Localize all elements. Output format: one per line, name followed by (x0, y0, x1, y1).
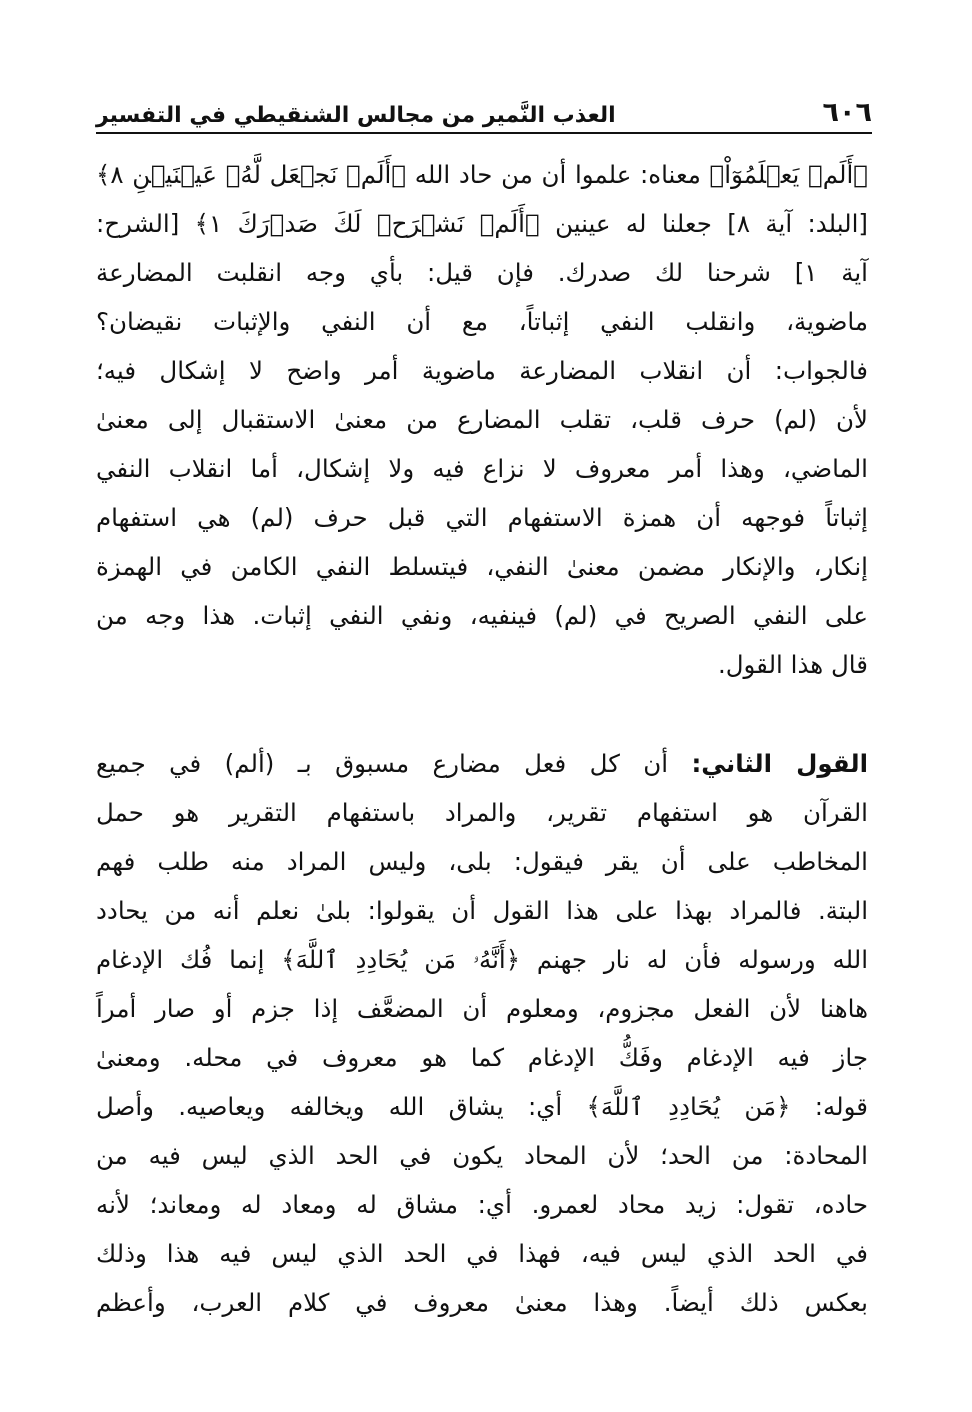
text-line: الماضي، وهذا أمر معروف لا نزاع فيه ولا إشكال، أما انقلاب النفي (96, 454, 868, 483)
running-title: العذب النَّمير من مجالس الشنقيطي في التفسير (96, 103, 616, 128)
text-line: آية ١] شرحنا لك صدرك. فإن قيل: بأي وجه انقلبت المضارعة (96, 258, 868, 287)
paragraph-1 (96, 150, 868, 689)
text-line: قال هذا القول. (717, 650, 868, 679)
text-line: بعكس ذلك أيضاً. وهذا معنىٰ معروف في كلام العرب، وأعظم (96, 1288, 868, 1317)
text-line: المخاطب على أن يقر فيقول: بلى، وليس المراد منه طلب فهم (96, 847, 868, 876)
text-line: هاهنا لأن الفعل مجزوم، ومعلوم أن المضعَّف إذا جزم أو صار أمراً (96, 994, 868, 1023)
text-line: [البلد: آية ٨] جعلنا له عينين ﴿أَلَمۡ نَشۡرَحۡ لَكَ صَدۡرَكَ ١﴾ [الشرح: (96, 209, 868, 238)
text-line: فالجواب: أن انقلاب المضارعة ماضوية أمر واضح لا إشكال فيه؛ (96, 356, 868, 385)
paragraph-2 (96, 739, 868, 1327)
first-line-text: أن كل فعل مضارع مسبوق بـ (ألم) في جميع (96, 749, 692, 778)
page-number: ٦٠٦ (822, 97, 872, 128)
text-line: البتة. فالمراد بهذا على هذا القول أن يقولوا: بلىٰ نعلم أنه من يحادد (96, 896, 868, 925)
text-line: ماضوية، وانقلب النفي إثباتاً، مع أن النفي والإثبات نقيضان؟ (96, 307, 868, 336)
text-line: إنكار، والإنكار مضمن معنىٰ النفي، فيتسلط النفي الكامن في الهمزة (96, 552, 868, 581)
text-line: على النفي الصريح في (لم) فينفيه، ونفي النفي إثبات. هذا وجه من (96, 601, 868, 630)
text-line: المحادة: من الحد؛ لأن المحاد يكون في الحد الذي ليس فيه من (96, 1141, 868, 1170)
paragraph-lead: القول الثاني: (691, 749, 868, 778)
text-line: جاز فيه الإدغام وفَكُّ الإدغام كما هو معروف في محله. ومعنىٰ (96, 1043, 868, 1072)
text-line: في الحد الذي ليس فيه، فهذا في الحد الذي ليس فيه هذا وذلك (96, 1239, 868, 1268)
page-header (96, 88, 872, 134)
text-line-first (96, 739, 868, 788)
text-line: حاده، تقول: زيد محاد لعمرو. أي: مشاق له ومعاد له ومعاند؛ لأنه (96, 1190, 868, 1219)
text-line: لأن (لم) حرف قلب، تقلب المضارع من معنىٰ الاستقبال إلى معنىٰ (96, 405, 868, 434)
text-line: الله ورسوله فأن له نار جهنم ﴿أَنَّهُۥ مَن يُحَادِدِ ٱللَّهَ﴾ إنما فُك الإدغام (96, 945, 868, 974)
body-text (96, 150, 868, 1327)
text-line: القرآن هو استفهام تقرير، والمراد باستفهام التقرير هو حمل (96, 798, 868, 827)
text-line: ﴿أَلَمۡ يَعۡلَمُوٓاْ﴾ معناه: علموا أن من حاد الله ﴿أَلَمۡ نَجۡعَل لَّهُۥ عَيۡنَيۡنِ ٨﴾ (96, 160, 868, 189)
text-line: إثباتاً فوجهه أن همزة الاستفهام التي قبل حرف (لم) هي استفهام (96, 503, 868, 532)
text-line: قوله: ﴿مَن يُحَادِدِ ٱللَّهَ﴾ أي: يشاق الله ويخالفه ويعاصيه. وأصل (96, 1092, 868, 1121)
